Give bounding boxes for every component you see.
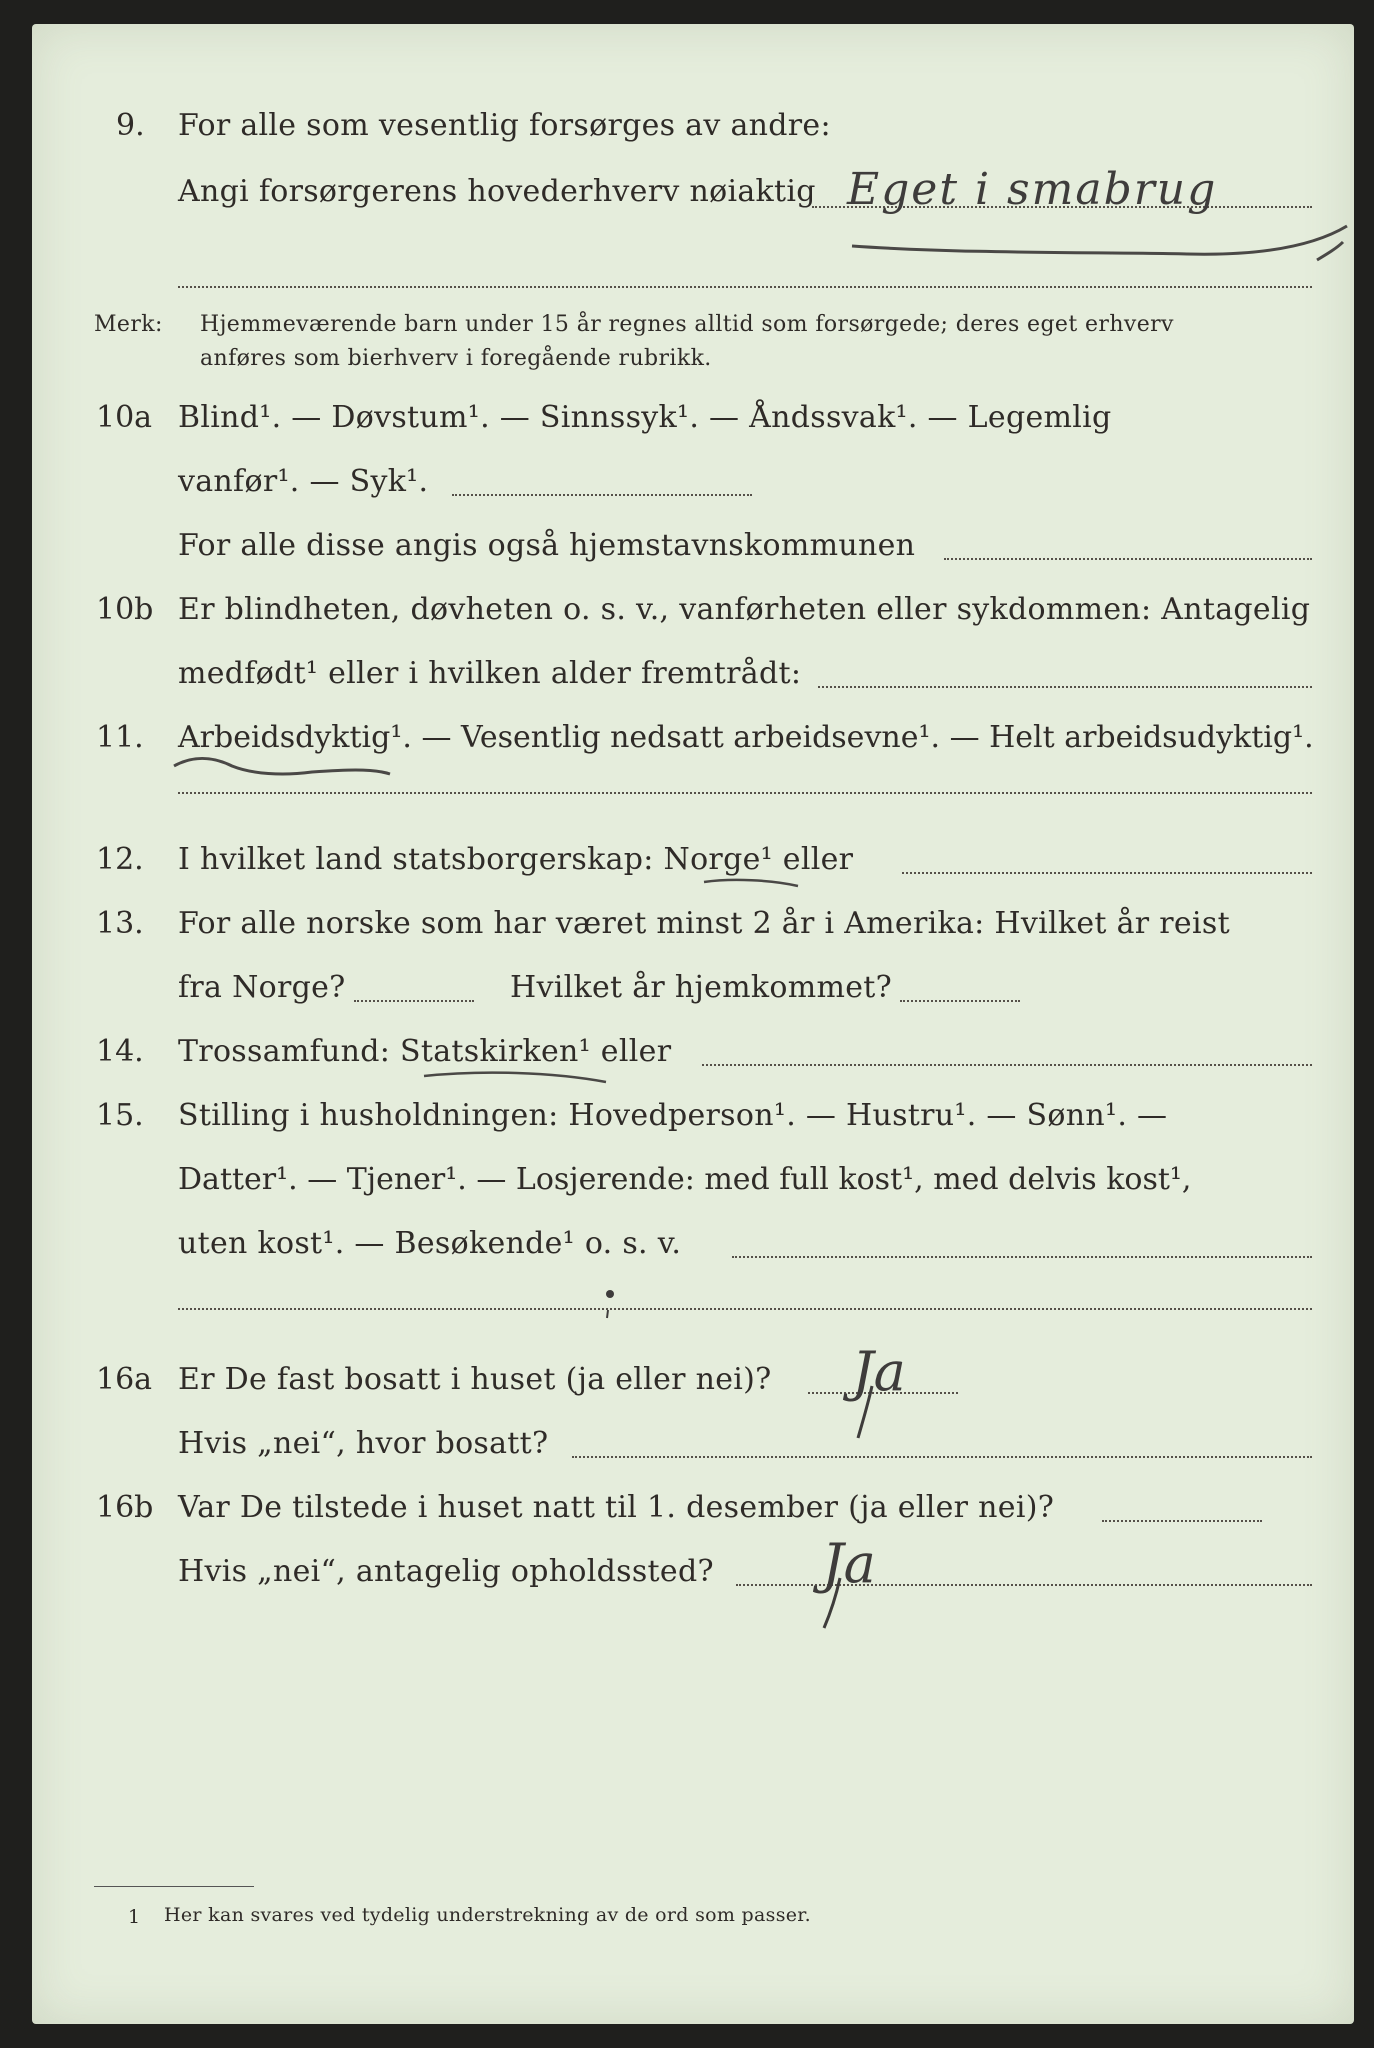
q9-line1: For alle som vesentlig forsørges av andre: bbox=[178, 108, 831, 143]
q14-answer-line bbox=[702, 1064, 1312, 1066]
q15-line2: Datter¹. — Tjener¹. — Losjerende: med full kost¹, med delvis kost¹, bbox=[178, 1162, 1192, 1197]
q16b-line1: Var De tilstede i huset natt til 1. desember (ja eller nei)? bbox=[178, 1490, 1055, 1525]
footnote-marker: 1 bbox=[128, 1906, 141, 1928]
q14-number: 14. bbox=[96, 1034, 144, 1069]
q16a-handwriting-stroke bbox=[850, 1384, 880, 1444]
q15-extra-line bbox=[178, 1308, 1312, 1310]
q10b-answer-line bbox=[818, 686, 1312, 688]
q11-number: 11. bbox=[96, 720, 144, 755]
footnote-rule bbox=[94, 1886, 254, 1887]
q11-handwritten-underline-arbeidsdyktig bbox=[172, 754, 392, 784]
q13-hjemkommet-line bbox=[900, 1000, 1020, 1002]
q16a-number: 16a bbox=[96, 1362, 153, 1397]
q9-number: 9. bbox=[116, 108, 145, 143]
q13-line1: For alle norske som har været minst 2 år i Amerika: Hvilket år reist bbox=[178, 906, 1230, 941]
q10b-line1: Er blindheten, døvheten o. s. v., vanførheten eller sykdommen: Antagelig bbox=[178, 592, 1311, 627]
q10a-number: 10a bbox=[96, 400, 153, 435]
q9-line2: Angi forsørgerens hovederhverv nøiaktig bbox=[178, 174, 816, 209]
census-form-page bbox=[32, 24, 1354, 2024]
q16a-line2: Hvis „nei“, hvor bosatt? bbox=[178, 1426, 549, 1461]
q16b-line2: Hvis „nei“, antagelig opholdssted? bbox=[178, 1554, 714, 1589]
q11-extra-line bbox=[178, 792, 1312, 794]
q10a-home-municipality-line bbox=[944, 558, 1312, 560]
q15-ink-speck bbox=[602, 1286, 622, 1326]
q12-handwritten-underline-norge bbox=[702, 876, 822, 896]
q9-handwriting-underline bbox=[847, 224, 1347, 284]
q15-number: 15. bbox=[96, 1098, 144, 1133]
q10a-line2: vanfør¹. — Syk¹. bbox=[178, 464, 429, 499]
q15-answer-line bbox=[732, 1256, 1312, 1258]
q10b-number: 10b bbox=[96, 592, 154, 627]
q10b-line2: medfødt¹ eller i hvilken alder fremtrådt: bbox=[178, 656, 802, 691]
merk-label: Merk: bbox=[94, 312, 163, 337]
q16b-number: 16b bbox=[96, 1490, 154, 1525]
q11-text: Arbeidsdyktig¹. — Vesentlig nedsatt arbeidsevne¹. — Helt arbeidsudyktig¹. bbox=[178, 720, 1314, 755]
merk-line1: Hjemmeværende barn under 15 år regnes alltid som forsørgede; deres eget erhverv bbox=[200, 312, 1174, 337]
q10a-line1: Blind¹. — Døvstum¹. — Sinnssyk¹. — Åndssvak¹. — Legemlig bbox=[178, 400, 1112, 435]
q16b-handwriting-stroke bbox=[818, 1576, 848, 1636]
q16b-handwritten-answer: Ja bbox=[822, 1532, 876, 1595]
q9-extra-line bbox=[178, 286, 1312, 288]
q10a-line3: For alle disse angis også hjemstavnskommunen bbox=[178, 528, 916, 563]
q9-handwritten-answer: Eget i smabrug bbox=[847, 164, 1218, 215]
q10a-syk-line bbox=[452, 494, 752, 496]
q16a-handwritten-answer: Ja bbox=[852, 1340, 906, 1403]
q14-handwritten-underline-statskirken bbox=[422, 1068, 622, 1092]
q13-line2a: fra Norge? bbox=[178, 970, 346, 1005]
q15-line3: uten kost¹. — Besøkende¹ o. s. v. bbox=[178, 1226, 682, 1261]
q13-line2b: Hvilket år hjemkommet? bbox=[510, 970, 893, 1005]
q12-text: I hvilket land statsborgerskap: Norge¹ eller bbox=[178, 842, 854, 877]
q12-number: 12. bbox=[96, 842, 144, 877]
q14-text: Trossamfund: Statskirken¹ eller bbox=[178, 1034, 672, 1069]
q15-line1: Stilling i husholdningen: Hovedperson¹. — Hustru¹. — Sønn¹. — bbox=[178, 1098, 1168, 1133]
merk-line2: anføres som bierhverv i foregående rubrikk. bbox=[200, 346, 712, 371]
q13-number: 13. bbox=[96, 906, 144, 941]
q12-answer-line bbox=[902, 872, 1312, 874]
footnote-text: Her kan svares ved tydelig understrekning av de ord som passer. bbox=[164, 1904, 811, 1926]
q16b-answer-line bbox=[1102, 1520, 1262, 1522]
q13-reist-line bbox=[354, 1000, 474, 1002]
q16a-bosatt-line bbox=[572, 1456, 1312, 1458]
q16a-line1: Er De fast bosatt i huset (ja eller nei)? bbox=[178, 1362, 772, 1397]
